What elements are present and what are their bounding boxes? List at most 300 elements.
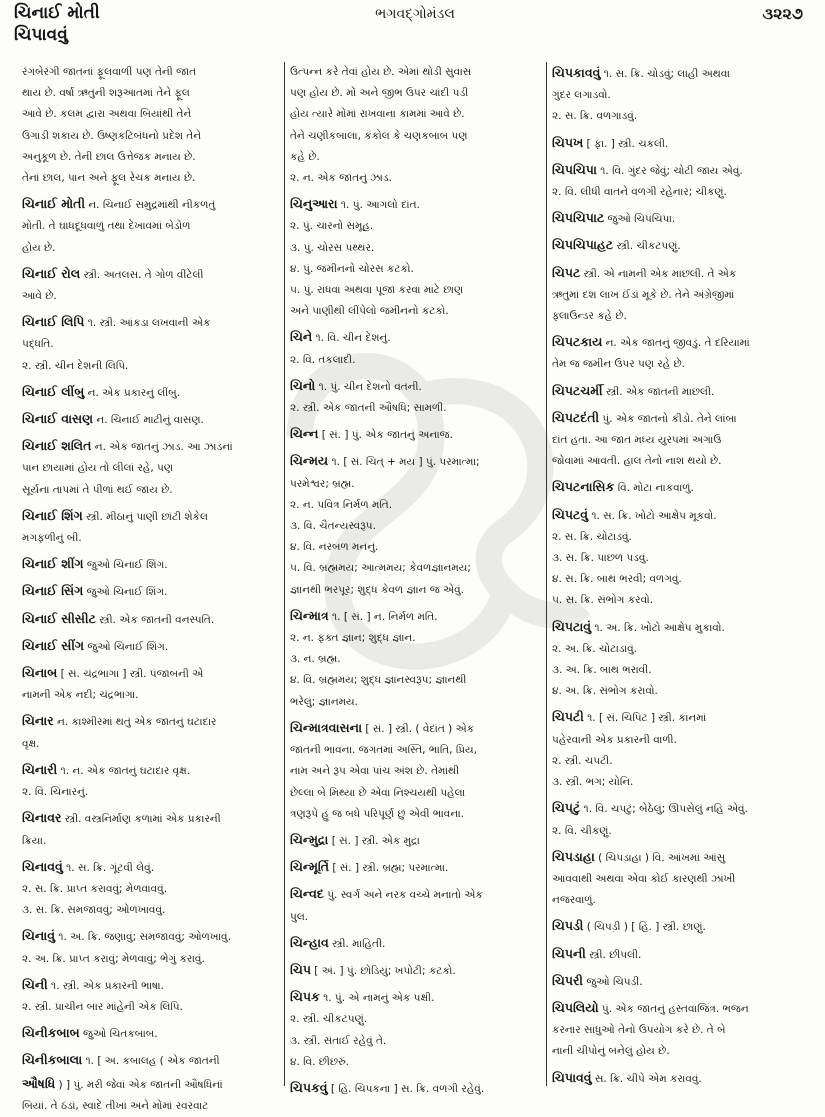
dictionary-entry bbox=[290, 62, 542, 189]
headword: ચિનીકબાબ bbox=[22, 1025, 80, 1041]
dictionary-entry bbox=[290, 856, 542, 879]
headword: ચિપાવવું bbox=[552, 1069, 592, 1085]
definition-text: જુઓ ચિનાઈ શિંગ. bbox=[84, 640, 169, 653]
entry-line bbox=[290, 168, 542, 189]
definition-text: થાય છે. વર્ષા ઋતુની શરૂઆતમાં તેને ફૂલ bbox=[22, 87, 190, 100]
entry-line bbox=[22, 782, 280, 803]
definition-text: ૧. વિ. ચીન દેશનું. bbox=[312, 332, 391, 345]
definition-text: ક્રિયા. bbox=[22, 834, 47, 847]
definition-text: સ્ત્રી. એ નામની એક માછલી. તે એક bbox=[580, 267, 737, 280]
definition-text: ૧. વિ. ગુંદર જેવું; ચોટી જાય એવું. bbox=[596, 164, 743, 177]
headword: ચિપટાવું bbox=[552, 618, 592, 634]
entry-line bbox=[552, 1041, 812, 1062]
dictionary-entry bbox=[22, 263, 280, 307]
definition-text: રંગબેરંગી જાતનાં ફૂલવાળી પણ તેની જાત bbox=[22, 66, 197, 78]
definition-text: નામની એક નદી; ચંદ્રભાગા. bbox=[22, 689, 139, 702]
dictionary-entry bbox=[552, 943, 812, 966]
definition-text: ૫. સ. ક્રિ. સંભોગ કરવો. bbox=[552, 594, 654, 607]
dictionary-entry bbox=[22, 580, 280, 603]
definition-text: ૪. વિ. છીછરું. bbox=[290, 1055, 350, 1068]
definition-text: ૧. સ્ત્રી. આંકડા લખવાની એક bbox=[84, 317, 211, 330]
headword: ચિપચિપાટ bbox=[552, 210, 605, 226]
definition-text: જુઓ ચિપચિપા. bbox=[604, 213, 676, 226]
definition-text: ફ્લાઉન્ડર કહે છે. bbox=[552, 310, 627, 323]
headword: ચિન્ન bbox=[290, 426, 319, 442]
entry-line bbox=[290, 1031, 542, 1052]
entry-line bbox=[552, 730, 812, 751]
definition-text: નાની ચીપોનું બનેલું હોય છે. bbox=[552, 1045, 670, 1058]
entry-line bbox=[552, 1020, 812, 1041]
column-1 bbox=[22, 62, 280, 1112]
definition-text: ૨. સ. ક્રિ. પ્રાપ્ત કરાવવું; મેળવાવવું. bbox=[22, 882, 168, 895]
headword: ચિપકવું bbox=[290, 1079, 328, 1095]
definition-text: પહેરવાની એક પ્રકારની વાળી. bbox=[552, 733, 677, 746]
entry-line bbox=[22, 710, 280, 733]
dictionary-title: ભગવદ્ગોમંડલ bbox=[375, 6, 455, 22]
entry-line bbox=[22, 807, 280, 830]
definition-text: ૨. વિ. લીધી વાતને વળગી રહેનાર; ચીકણું. bbox=[552, 186, 727, 199]
definition-text: [ સં. ] પું. એક જાતનું અનાજ. bbox=[318, 429, 453, 442]
entry-line bbox=[552, 590, 812, 611]
definition-text: ૧. [ સં. ચિત્ + મય ] પું. પરમાત્મા; bbox=[328, 456, 480, 469]
entry-line bbox=[552, 504, 812, 527]
definition-text: વૃક્ષ. bbox=[22, 737, 40, 750]
headword: ચિન્વદ bbox=[290, 886, 324, 902]
entry-line bbox=[290, 605, 542, 628]
entry-line bbox=[290, 238, 542, 259]
dictionary-entry bbox=[290, 423, 542, 446]
headword: ચિનાઈ શીંગ bbox=[22, 556, 84, 572]
dictionary-entry bbox=[290, 959, 542, 982]
dictionary-entry bbox=[22, 925, 280, 969]
definition-text: કહે છે. bbox=[290, 150, 320, 163]
definition-text: વિ. મોટા નાકવાળું. bbox=[614, 482, 694, 495]
definition-text: જુઓ ચિપડી. bbox=[582, 975, 643, 988]
entry-line bbox=[552, 62, 812, 85]
entry-line bbox=[22, 635, 280, 658]
entry-line bbox=[552, 207, 812, 230]
definition-text: સ્ત્રી. મીઠાનું પાણી છાંટી શેકેલ bbox=[82, 510, 208, 523]
dictionary-entry bbox=[22, 553, 280, 576]
definition-text: ૧. [ સં. ] ન. નિર્મળ મતિ. bbox=[328, 610, 438, 623]
entry-line bbox=[552, 660, 812, 681]
definition-text: હોય ત્યારે મોંમાં રાખવાના કામમાં આવે છે. bbox=[290, 108, 465, 121]
entry-line bbox=[22, 1073, 280, 1096]
entry-line bbox=[22, 83, 280, 104]
definition-text: આવે છે. bbox=[22, 290, 57, 303]
definition-text: જુઓ ચિતકબાબ. bbox=[79, 1028, 158, 1041]
entry-line bbox=[290, 580, 542, 601]
entry-line bbox=[552, 476, 812, 499]
definition-text: ૨. ન. પવિત્ર નિર્મળ મતિ. bbox=[290, 498, 393, 511]
definition-text: પણ હોય છે. મોં અને જીભ ઉપર ચાંદી પડી bbox=[290, 87, 469, 100]
first-guide-word: ચિનાઈ મોતી bbox=[14, 3, 100, 23]
headword: ચિન્મૂર્તિ bbox=[290, 859, 330, 875]
definition-text: ( ચિપડ઼ી ) [ હિં. ] સ્ત્રી. છાણું. bbox=[583, 921, 706, 934]
entry-line bbox=[22, 685, 280, 706]
dictionary-entry bbox=[22, 662, 280, 706]
entry-line bbox=[290, 740, 542, 761]
definition-text: ૫. વિ. બ્રહ્મમય; આત્મમય; કેવળજ્ઞાનમય; bbox=[290, 562, 471, 575]
entry-line bbox=[290, 375, 542, 398]
headword: ચિપડાહા bbox=[552, 848, 595, 864]
headword: ચિનાબ bbox=[22, 665, 58, 681]
entry-line bbox=[22, 505, 280, 528]
page-header bbox=[0, 0, 825, 62]
entry-line bbox=[290, 216, 542, 237]
dictionary-entry bbox=[552, 846, 812, 912]
entry-line bbox=[290, 516, 542, 537]
headword: ચિની bbox=[22, 976, 48, 992]
definition-text: ૨. સ. ક્રિ. વળગાડવું. bbox=[552, 110, 638, 123]
definition-text: સ્ત્રી. માહિતી. bbox=[328, 937, 386, 950]
definition-text: ઉત્પન્ન કરે તેવાં હોય છે. એમાં થોડી સુવાસ bbox=[290, 66, 472, 78]
dictionary-entry bbox=[22, 381, 280, 404]
definition-text: ૧. સ. ક્રિ. ગૂંટવી લેવું. bbox=[62, 861, 155, 874]
entry-line bbox=[290, 1052, 542, 1073]
entry-line bbox=[552, 451, 812, 472]
definition-text: [ અં. ] પું. છોડિયું; ખપોટી; કટકો. bbox=[310, 964, 456, 977]
headword: ચિને bbox=[290, 329, 313, 345]
entry-line bbox=[22, 925, 280, 948]
headword: ચિનાવવું bbox=[22, 858, 63, 874]
definition-text: ગુંદર લગાડવો. bbox=[552, 89, 611, 102]
entry-line bbox=[552, 182, 812, 203]
dictionary-entry bbox=[290, 605, 542, 713]
definition-text: તેને ચણીકબાલા, કંકોલ કે ચણકબાબ પણ bbox=[290, 129, 468, 142]
entry-line bbox=[552, 527, 812, 548]
entry-line bbox=[290, 398, 542, 419]
last-guide-word: ચિપાવવું bbox=[14, 25, 68, 45]
definition-text: દાંત હતા. આ જાત મધ્ય યુરપમાં અગાઉ bbox=[552, 434, 722, 447]
entry-line bbox=[22, 759, 280, 782]
entry-line bbox=[290, 959, 542, 982]
definition-text: ૪. વિ. બ્રહ્મમય; શુદ્ધ જ્ઞાનસ્વરૂપ; જ્ઞાનથી bbox=[290, 674, 467, 687]
entry-line bbox=[290, 423, 542, 446]
dictionary-entry bbox=[290, 375, 542, 419]
definition-text: સ્ત્રી. ચીકટપણું. bbox=[613, 240, 681, 253]
definition-text: પું. એક જાતનો કીડો. તેને લાંબા bbox=[599, 412, 737, 425]
headword: ચિપટી bbox=[552, 709, 584, 725]
headword: ચિનાઈ શિંગ bbox=[22, 507, 83, 523]
entry-line bbox=[22, 334, 280, 355]
definition-text: સ્ત્રી. વસ્ત્રનિર્માણ કળામાં એક પ્રકારની bbox=[61, 813, 221, 826]
entry-line bbox=[22, 168, 280, 189]
entry-line bbox=[290, 649, 542, 670]
guide-words bbox=[14, 2, 100, 46]
definition-text: પુલ. bbox=[290, 910, 309, 923]
entry-line bbox=[552, 1067, 812, 1090]
headword: ચિપચિપાહટ bbox=[552, 237, 614, 253]
headword: ચિપટદંતી bbox=[552, 409, 600, 425]
entry-line bbox=[290, 907, 542, 928]
entry-line bbox=[552, 616, 812, 639]
entry-line bbox=[22, 949, 280, 970]
headword: ચિનાઈ રોલ bbox=[22, 265, 81, 281]
dictionary-entry bbox=[552, 797, 812, 841]
definition-text: ૨. અ. ક્રિ. ચોટાડાવું. bbox=[552, 642, 637, 655]
entry-line bbox=[22, 608, 280, 631]
entry-line bbox=[290, 1009, 542, 1030]
definition-text: ૩. સ્ત્રી. સંતાઈ રહેવું તે. bbox=[290, 1034, 387, 1047]
definition-text: હોય છે. bbox=[22, 241, 56, 254]
definition-text: ૧. અ. ક્રિ. ખોટો આક્ષેપ મુકાવો. bbox=[591, 621, 725, 634]
definition-text: [ સં. ] સ્ત્રી. એક મુદ્રા bbox=[328, 834, 420, 847]
headword: ચિપની bbox=[552, 945, 586, 961]
entry-line bbox=[290, 783, 542, 804]
dictionary-entry bbox=[22, 435, 280, 501]
entry-line bbox=[290, 986, 542, 1009]
entry-line bbox=[552, 772, 812, 793]
dictionary-entry bbox=[552, 207, 812, 230]
entry-line bbox=[22, 458, 280, 479]
definition-text: મગફળીનું બી. bbox=[22, 532, 82, 545]
definition-text: જોવામાં આવતી. હાલ તેનો નાશ થયો છે. bbox=[552, 455, 722, 468]
definition-text: ૪. વિ. નરબળ મનનું. bbox=[290, 541, 379, 554]
entry-line bbox=[22, 311, 280, 334]
entry-line bbox=[290, 495, 542, 516]
definition-text: ૪. પું. જમીનનો ચોરસ કટકો. bbox=[290, 262, 414, 275]
definition-text: ૧. પું. આગલો દાંત. bbox=[337, 199, 420, 212]
definition-text: [ સં. ચંદ્રભાગા ] સ્ત્રી. પંજાબની એ bbox=[57, 668, 204, 681]
entry-line bbox=[22, 997, 280, 1018]
definition-text: ૧. વિ. ચપટું; બેઠેલું; ઊપસેલું નહિ એવું. bbox=[580, 803, 748, 816]
definition-text: નામ અને રૂપ એવા પાંચ અંશ છે. તેમાંથી bbox=[290, 765, 460, 778]
entry-line bbox=[552, 639, 812, 660]
definition-text: ૩. વિ. ચૈતન્યસ્વરૂપ. bbox=[290, 520, 376, 533]
entry-line bbox=[290, 450, 542, 473]
entry-line bbox=[290, 717, 542, 740]
headword: ચિપખ bbox=[552, 134, 584, 150]
definition-text: પું. એક જાતનું હસ્તવાજિંત્ર. ભજન bbox=[598, 1002, 749, 1015]
definition-text: જ્ઞાનથી ભરપૂર; શુદ્ધ કેવળ જ્ઞાન જ એવું. bbox=[290, 583, 464, 596]
headword: ચિન્હાવ bbox=[290, 934, 329, 950]
dictionary-entry bbox=[22, 193, 280, 259]
entry-line bbox=[552, 354, 812, 375]
entry-line bbox=[552, 407, 812, 430]
definition-text: પરમેશ્વર; બ્રહ્મ. bbox=[290, 477, 355, 490]
dictionary-entry bbox=[290, 193, 542, 322]
definition-text: ૩. સ. ક્રિ. સમજાવવું; ઓળખાવવું. bbox=[22, 904, 166, 917]
entry-line bbox=[22, 480, 280, 501]
definition-text: જુઓ ચિનાઈ શિંગ. bbox=[83, 586, 168, 599]
entry-line bbox=[22, 734, 280, 755]
dictionary-entry bbox=[22, 974, 280, 1018]
entry-line bbox=[290, 301, 542, 322]
entry-line bbox=[290, 280, 542, 301]
headword: ચિપકાવવું bbox=[552, 65, 601, 80]
headword: ચિપચિપા bbox=[552, 161, 597, 177]
dictionary-entry bbox=[552, 970, 812, 993]
dictionary-entry bbox=[22, 759, 280, 803]
headword: ચિનાઈ સીસીટ bbox=[22, 610, 96, 626]
entry-line bbox=[290, 259, 542, 280]
definition-text: ન. ચિનાઈ માટીનું વાસણ. bbox=[93, 414, 204, 427]
definition-text: ૩. ન. બ્રહ્મ. bbox=[290, 653, 341, 666]
dictionary-entry bbox=[22, 1049, 280, 1117]
dictionary-entry bbox=[552, 706, 812, 793]
definition-text: જુઓ ચિનાઈ શિંગ. bbox=[83, 559, 168, 572]
definition-text: ૧. [ સં. ચિપિટ ] સ્ત્રી. કાનમાં bbox=[583, 712, 707, 725]
definition-text: ૨. વિ. ચિનારનું. bbox=[22, 786, 89, 799]
dictionary-entry bbox=[290, 717, 542, 825]
headword: ચિન્મય bbox=[290, 453, 329, 469]
entry-line bbox=[552, 430, 812, 451]
entry-line bbox=[22, 62, 280, 83]
entry-line bbox=[22, 381, 280, 404]
headword: ચિન્માત્રવાસના bbox=[290, 719, 363, 735]
definition-text: તેમ જ જમીન ઉપર પણ રહે છે. bbox=[552, 358, 686, 371]
headword: ચિપટવું bbox=[552, 506, 589, 522]
dictionary-entry bbox=[290, 932, 542, 955]
definition-text: ૪. અ. ક્રિ. સંભોગ કરાવો. bbox=[552, 685, 658, 698]
entry-line bbox=[552, 797, 812, 820]
entry-line bbox=[552, 548, 812, 569]
dictionary-entry bbox=[290, 1077, 542, 1100]
definition-text: સ્ત્રી. છીપલી. bbox=[585, 948, 642, 961]
dictionary-entry bbox=[22, 608, 280, 631]
definition-text: ન. એક જાતનું જીવડું. તે દરિયામાં bbox=[602, 337, 750, 350]
definition-text: ૩. અ. ક્રિ. બાથ ભરાવી. bbox=[552, 664, 652, 677]
entry-line bbox=[552, 869, 812, 890]
headword: ચિપ bbox=[290, 961, 311, 977]
entry-line bbox=[290, 628, 542, 649]
dictionary-entry bbox=[22, 62, 280, 189]
definition-text: પાન છાયામાં હોય તો લીલાં રહે, પણ bbox=[22, 462, 174, 475]
entry-line bbox=[552, 970, 812, 993]
definition-text: ન. ચિનાઈ સમુદ્રમાંથી નીકળતું bbox=[85, 199, 216, 212]
entry-line bbox=[552, 821, 812, 842]
definition-text: ૨. અ. ક્રિ. પ્રાપ્ત કરાવું; મેળવાવું; ભેગું કરાવું. bbox=[22, 952, 205, 965]
entry-line bbox=[552, 380, 812, 403]
entry-line bbox=[552, 132, 812, 155]
definition-text: ૪. સ. ક્રિ. બાથ ભરવી; વળગવું. bbox=[552, 573, 682, 586]
headword: ચિનાઈ સિંગ bbox=[22, 583, 84, 599]
definition-text: સ્ત્રી. અતલસ. તે ગોળ વીંટેલી bbox=[80, 268, 204, 281]
dictionary-entry bbox=[22, 635, 280, 658]
headword: ઔષધિ bbox=[22, 1075, 56, 1091]
dictionary-entry bbox=[290, 326, 542, 370]
entry-line bbox=[552, 262, 812, 285]
entry-line bbox=[22, 408, 280, 431]
entry-line bbox=[22, 1049, 280, 1072]
column-divider bbox=[546, 62, 547, 1086]
definition-text: ૧. સ. ક્રિ. ખોટો આક્ષેપ મૂકવો. bbox=[588, 509, 717, 522]
entry-line bbox=[290, 193, 542, 216]
headword: ચિનાઈ વાસણ bbox=[22, 411, 94, 427]
definition-text: ત્રણરૂપે હું જ બધે પરિપૂર્ણ છું એવી ભાવના. bbox=[290, 807, 465, 820]
definition-text: અનુકૂળ છે. તેની છાલ ઉત્તેજક મનાય છે. bbox=[22, 150, 196, 163]
headword: ચિપક bbox=[290, 989, 320, 1005]
definition-text: [ સં. ] સ્ત્રી. ( વેદાંત ) એક bbox=[362, 722, 475, 735]
entry-line bbox=[552, 106, 812, 127]
headword: ચિનુઆરા bbox=[290, 196, 338, 212]
headword: ચિનાવું bbox=[22, 928, 55, 944]
entry-line bbox=[290, 558, 542, 579]
dictionary-entry bbox=[22, 710, 280, 754]
definition-text: ૧. પું. એ નામનું એક પક્ષી. bbox=[319, 992, 435, 1005]
headword: ચિનાઈ લિપિ bbox=[22, 314, 85, 330]
entry-line bbox=[290, 326, 542, 349]
entry-line bbox=[22, 435, 280, 458]
definition-text: પું. સ્વર્ગ અને નરક વચ્ચે મનાતો એક bbox=[323, 889, 483, 902]
entry-line bbox=[552, 285, 812, 306]
entry-line bbox=[552, 846, 812, 869]
definition-text: ( ચિપડ઼ાહા ) વિ. આંખમાં આંસુ bbox=[594, 851, 726, 864]
headword: ચિપટું bbox=[552, 800, 581, 816]
entry-line bbox=[22, 356, 280, 377]
entry-line bbox=[552, 331, 812, 354]
entry-line bbox=[290, 1077, 542, 1100]
entry-line bbox=[552, 943, 812, 966]
entry-line bbox=[290, 829, 542, 852]
headword: ચિનાઈ સીંગ bbox=[22, 637, 85, 653]
headword: ચિનાઈ લીંબુ bbox=[22, 383, 85, 399]
headword: ચિપરી bbox=[552, 972, 583, 988]
entry-line bbox=[290, 350, 542, 371]
headword: ચિનાઈ મોતી bbox=[22, 196, 86, 212]
dictionary-entry bbox=[552, 1067, 812, 1090]
definition-text: ૨. પું. ચારનો સમૂહ. bbox=[290, 220, 374, 233]
headword: ચિપટચર્મી bbox=[552, 382, 603, 398]
definition-text: બિયાં. તે ઠંડાં, સ્વાદે તીખાં અને મોંમાં રવરવાટ bbox=[22, 1099, 209, 1112]
dictionary-entry bbox=[22, 856, 280, 922]
headword: ચિપટ bbox=[552, 264, 581, 280]
dictionary-entry bbox=[552, 234, 812, 257]
definition-text: ન. એક પ્રકારનું લીંબુ. bbox=[84, 386, 181, 399]
definition-text: ઉગાડી શકાય છે. ઉષ્ણકટિબંધનો પ્રદેશ તેને bbox=[22, 129, 202, 142]
entry-line bbox=[290, 856, 542, 879]
definition-text: ૩. સ. ક્રિ. પાછળ પડવું. bbox=[552, 552, 649, 565]
definition-text: ઋતુમાં દશ લાખ ઈંડાં મૂકે છે. તેને અંગ્રેજીમાં bbox=[552, 288, 735, 301]
definition-text: જાતની ભાવના. જગતમાં અસ્તિ, ભાતિ, પ્રિય, bbox=[290, 744, 477, 757]
entry-line bbox=[290, 126, 542, 147]
entry-line bbox=[552, 85, 812, 106]
definition-text: ૨. સ. ક્રિ. ચોટાડવું. bbox=[552, 530, 632, 543]
entry-line bbox=[22, 104, 280, 125]
definition-text: ) ] પું. મરી જેવાં એક જાતની ઔષધિનાં bbox=[55, 1078, 223, 1091]
definition-text: કરનાર સાધુઓ તેનો ઉપયોગ કરે છે. તે બે bbox=[552, 1024, 726, 1037]
dictionary-entry bbox=[22, 505, 280, 549]
entry-line bbox=[552, 234, 812, 257]
definition-text: ૨. સ્ત્રી. ચીકટપણું. bbox=[290, 1013, 368, 1026]
entry-line bbox=[290, 670, 542, 691]
definition-text: [ હિ. ચિપકના ] સ. ક્રિ. વળગી રહેવું. bbox=[327, 1082, 485, 1095]
dictionary-entry bbox=[552, 380, 812, 403]
dictionary-entry bbox=[552, 331, 812, 375]
column-3 bbox=[552, 62, 812, 1088]
entry-line bbox=[22, 580, 280, 603]
headword: ચિપટનાસિક bbox=[552, 479, 615, 495]
definition-text: ન. એક જાતનું ઝાડ. આ ઝાડનાં bbox=[91, 441, 233, 454]
entry-line bbox=[552, 159, 812, 182]
definition-text: ૧. [ અ. કબાલહ ( એક જાતની bbox=[82, 1055, 220, 1068]
definition-text: ૧. ન. એક જાતનું ઘટાદાર વૃક્ષ. bbox=[57, 764, 191, 777]
dictionary-entry bbox=[552, 262, 812, 328]
entry-line bbox=[552, 751, 812, 772]
entry-line bbox=[552, 306, 812, 327]
definition-text: [ સં. ] સ્ત્રી. બ્રહ્મ; પરમાત્મા. bbox=[329, 862, 449, 875]
dictionary-entry bbox=[552, 997, 812, 1063]
definition-text: ૨. વિ. તકલાદી. bbox=[290, 353, 356, 366]
headword: ચિન્માત્ર bbox=[290, 607, 329, 623]
dictionary-entry bbox=[22, 311, 280, 377]
entry-line bbox=[290, 692, 542, 713]
dictionary-entry bbox=[290, 450, 542, 600]
definition-text: ૩. સ્ત્રી. ભગ; યોનિ. bbox=[552, 776, 634, 789]
definition-text: સ્ત્રી. એક જાતની વનસ્પતિ. bbox=[95, 613, 215, 626]
definition-text: સૂર્યના તાપમાં તે પીળાં થઈ જાય છે. bbox=[22, 483, 173, 496]
